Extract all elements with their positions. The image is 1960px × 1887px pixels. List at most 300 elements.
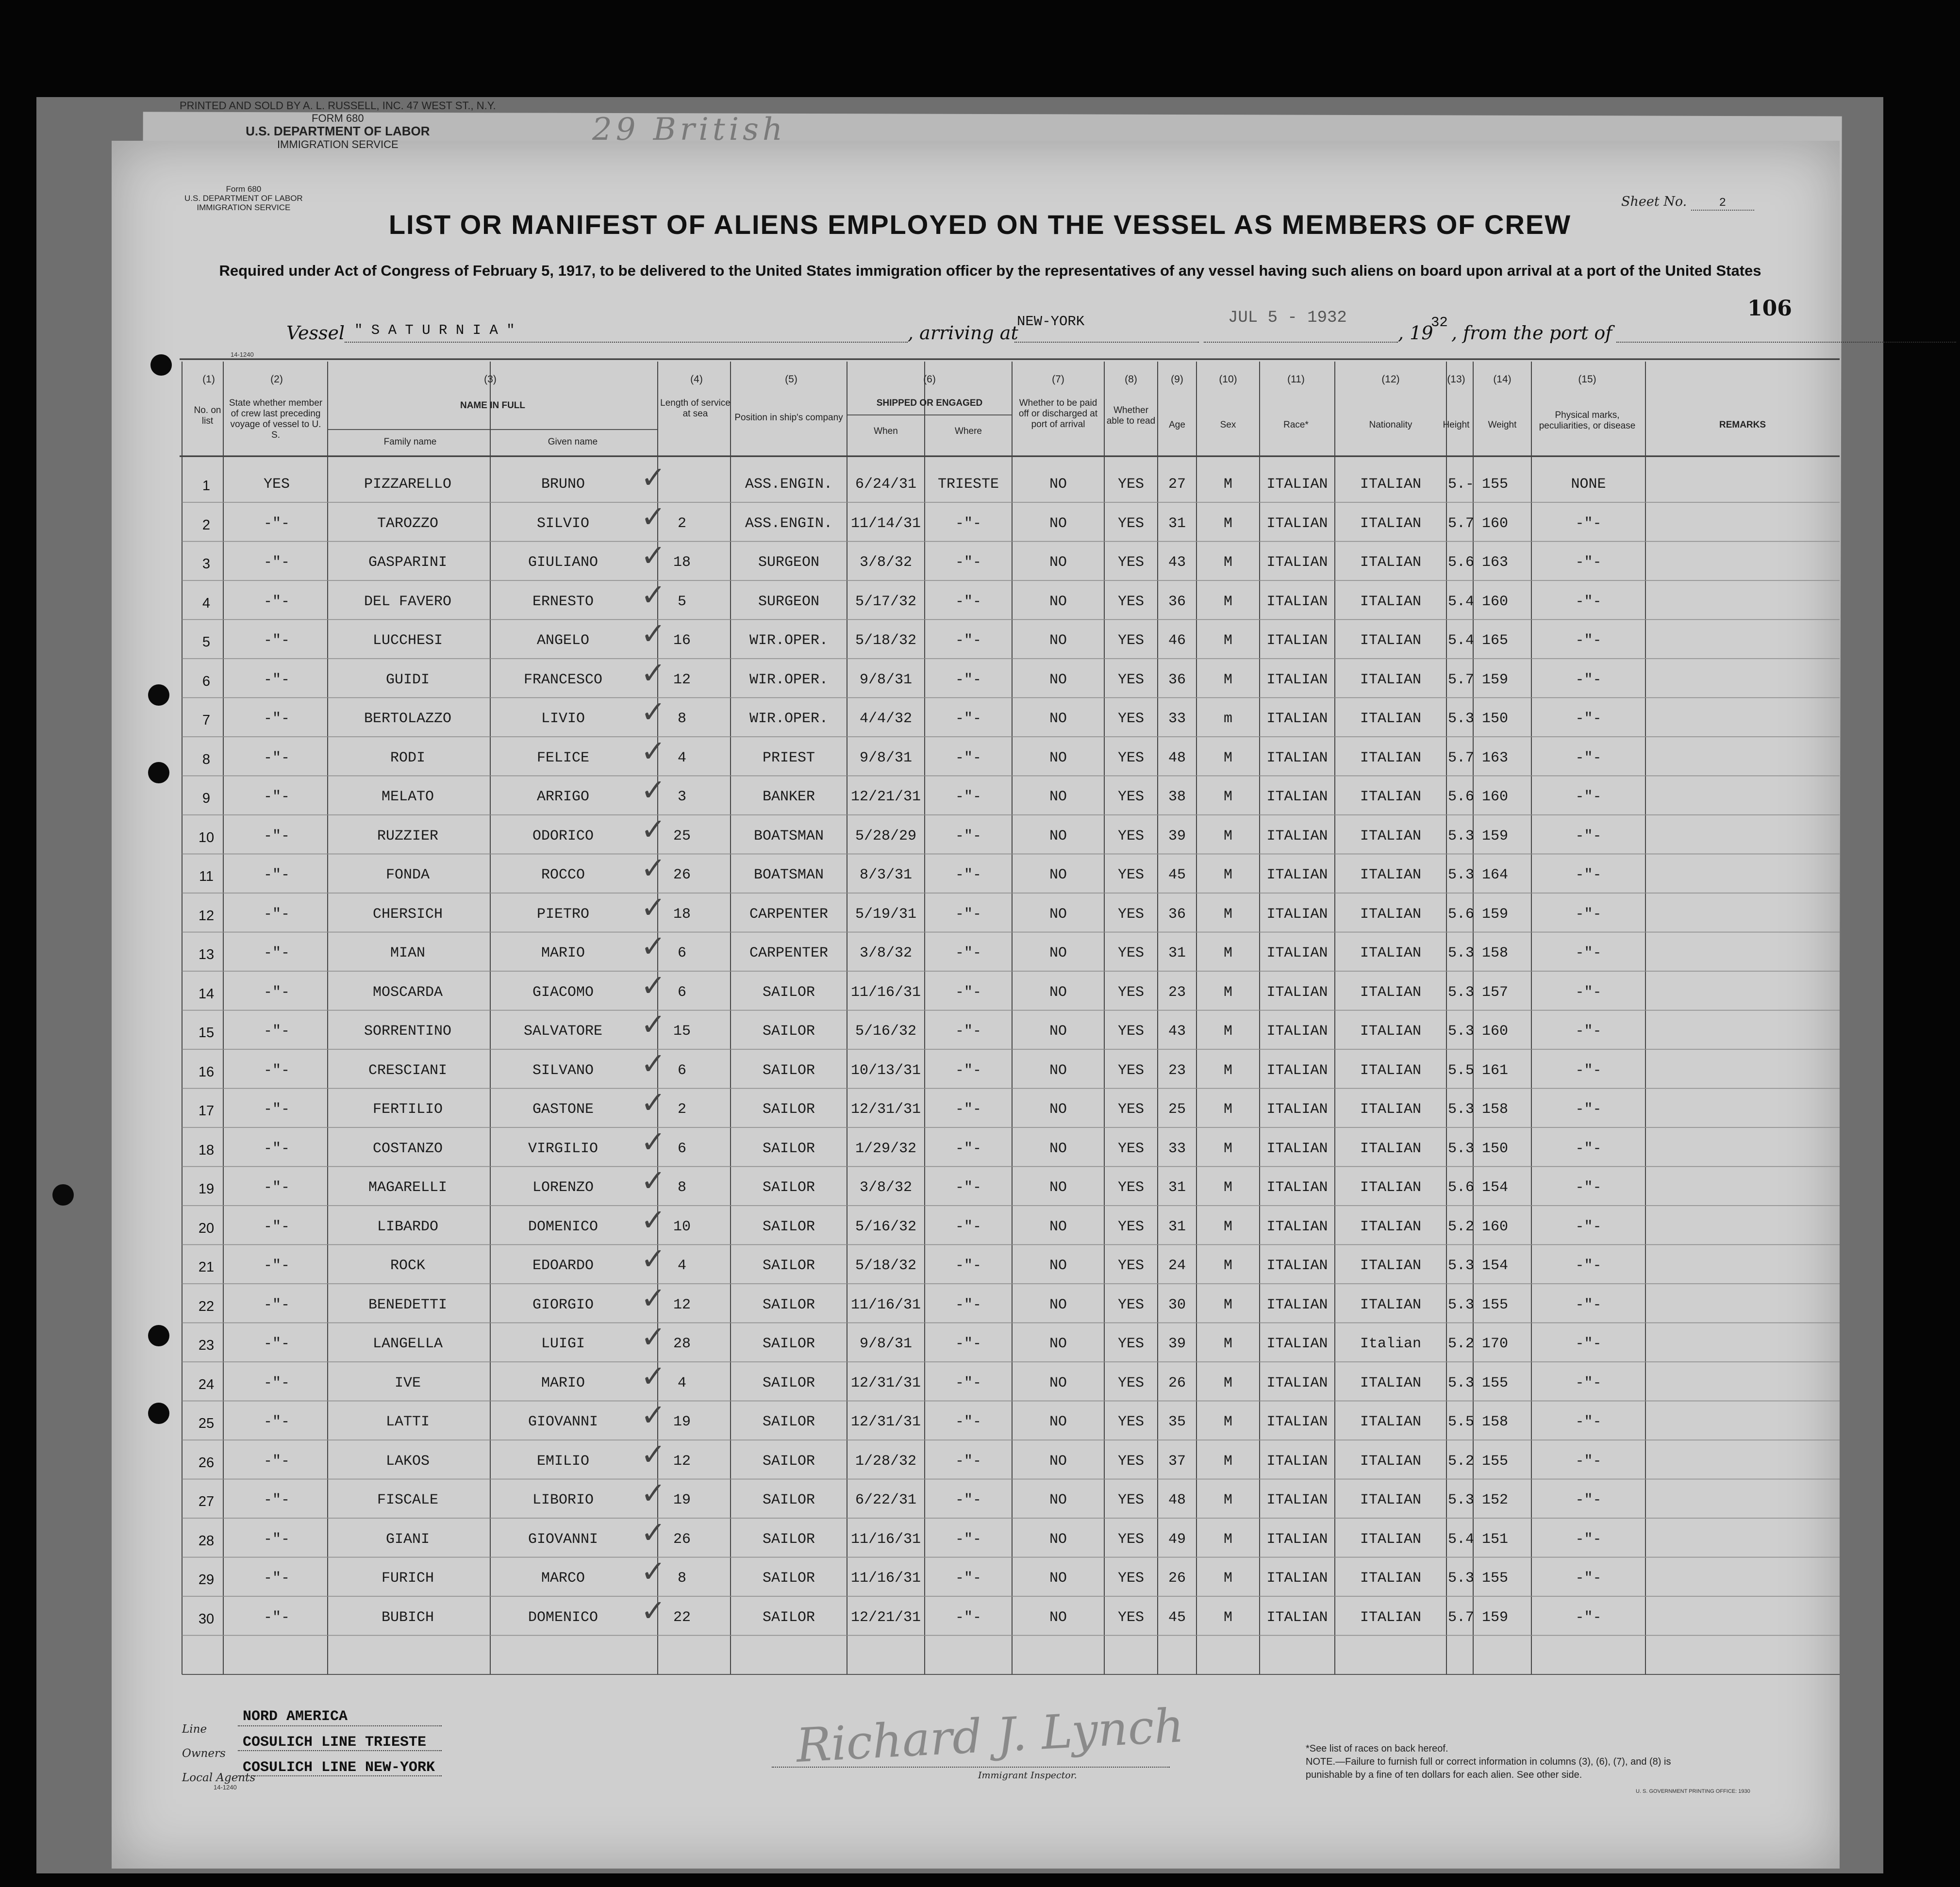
col-13-header: Height <box>1443 420 1470 430</box>
cell-position: SAILOR <box>762 1570 815 1587</box>
cell-race: ITALIAN <box>1266 1258 1328 1274</box>
cell-weight: 155 <box>1481 1374 1508 1391</box>
cell-family: LATTI <box>385 1414 430 1430</box>
printer-dept: U.S. DEPARTMENT OF LABOR <box>246 124 430 138</box>
col-14-header: Weight <box>1488 420 1517 430</box>
check-mark-icon: ✓ <box>641 733 666 769</box>
cell-family: CHERSICH <box>372 906 443 923</box>
cell-prev: -"- <box>263 1179 290 1196</box>
cell-sex: M <box>1223 515 1232 532</box>
cell-where: -"- <box>955 671 981 688</box>
cell-paid: NO <box>1049 984 1067 1001</box>
cell-position: SURGEON <box>758 593 820 610</box>
cell-weight: 150 <box>1481 711 1508 727</box>
cell-service: 12 <box>673 1453 691 1470</box>
form-number: Form 680 <box>226 184 262 194</box>
cell-sex: M <box>1223 1296 1232 1313</box>
check-mark-icon: ✓ <box>641 1124 666 1159</box>
cell-race: ITALIAN <box>1266 906 1328 923</box>
col-2-number: (2) <box>270 374 283 385</box>
cell-service: 12 <box>673 1296 691 1313</box>
cell-position: SAILOR <box>762 1531 815 1548</box>
cell-race: ITALIAN <box>1266 1531 1328 1548</box>
cell-family: LAKOS <box>385 1453 430 1470</box>
row-number: 15 <box>198 1025 215 1041</box>
cell-age: 36 <box>1168 593 1186 610</box>
cell-position: BANKER <box>762 789 815 805</box>
cell-age: 25 <box>1168 1101 1186 1118</box>
cell-age: 33 <box>1168 711 1186 727</box>
cell-age: 33 <box>1168 1140 1186 1157</box>
row-number: 3 <box>202 556 211 572</box>
printing-office: U. S. GOVERNMENT PRINTING OFFICE: 1930 <box>1636 1788 1750 1794</box>
cell-position: BOATSMAN <box>753 828 824 844</box>
check-mark-icon: ✓ <box>641 498 666 534</box>
col-7-number: (7) <box>1052 374 1064 385</box>
cell-age: 46 <box>1168 632 1186 649</box>
cell-paid: NO <box>1049 1296 1067 1313</box>
cell-family: BENEDETTI <box>368 1296 448 1313</box>
col-5-header: Position in ship's company <box>734 413 843 423</box>
cell-race: ITALIAN <box>1266 1374 1328 1391</box>
cell-read: YES <box>1117 1609 1144 1626</box>
cell-read: YES <box>1117 632 1144 649</box>
cell-service: 6 <box>677 945 686 961</box>
cell-weight: 160 <box>1481 515 1508 532</box>
cell-height: 5.3 <box>1447 1101 1474 1118</box>
cell-weight: 154 <box>1481 1179 1508 1196</box>
col-16-header: REMARKS <box>1719 420 1766 430</box>
document-subtitle: Required under Act of Congress of February 5, 1917, to be delivered to the United States immigration officer by the representatives of any vessel having such aliens on board upon arrival at a port of the United States <box>219 262 1761 279</box>
cell-service: 6 <box>677 1062 686 1079</box>
col-6b-header: Where <box>955 426 982 436</box>
cell-marks: -"- <box>1575 1531 1602 1548</box>
cell-race: ITALIAN <box>1266 1296 1328 1313</box>
cell-read: YES <box>1117 906 1144 923</box>
cell-weight: 152 <box>1481 1492 1508 1508</box>
cell-height: 5.- <box>1447 476 1474 493</box>
cell-race: ITALIAN <box>1266 515 1328 532</box>
cell-sex: M <box>1223 593 1232 610</box>
cell-paid: NO <box>1049 554 1067 571</box>
cell-race: ITALIAN <box>1266 593 1328 610</box>
row-number: 12 <box>198 908 215 924</box>
cell-given: SILVANO <box>532 1062 594 1079</box>
cell-where: -"- <box>955 1609 981 1626</box>
cell-marks: -"- <box>1575 1218 1602 1235</box>
cell-height: 5.3 <box>1447 1296 1474 1313</box>
cell-service: 28 <box>673 1336 691 1352</box>
form-dept: U.S. DEPARTMENT OF LABOR <box>184 194 303 203</box>
cell-marks: -"- <box>1575 1101 1602 1118</box>
check-mark-icon: ✓ <box>641 1475 666 1511</box>
cell-when: 3/8/32 <box>859 945 913 961</box>
vessel-label: Vessel <box>286 322 345 344</box>
row-number: 25 <box>198 1416 215 1431</box>
cell-prev: -"- <box>263 1258 290 1274</box>
cell-service: 4 <box>677 1258 686 1274</box>
cell-position: CARPENTER <box>749 906 829 923</box>
cell-position: SAILOR <box>762 1414 815 1430</box>
cell-family: ROCK <box>390 1258 425 1274</box>
cell-marks: -"- <box>1575 1492 1602 1508</box>
cell-paid: NO <box>1049 1023 1067 1040</box>
cell-service: 2 <box>677 515 686 532</box>
signature-line <box>772 1767 1170 1768</box>
cell-weight: 155 <box>1481 1453 1508 1470</box>
check-mark-icon: ✓ <box>641 1592 666 1628</box>
cell-position: SAILOR <box>762 1492 815 1508</box>
cell-service: 6 <box>677 1140 686 1157</box>
cell-marks: -"- <box>1575 671 1602 688</box>
cell-given: DOMENICO <box>528 1609 598 1626</box>
cell-read: YES <box>1117 671 1144 688</box>
cell-weight: 159 <box>1481 1609 1508 1626</box>
cell-age: 43 <box>1168 1023 1186 1040</box>
cell-given: MARIO <box>541 1374 585 1391</box>
check-mark-icon: ✓ <box>641 1280 666 1316</box>
cell-nat: ITALIAN <box>1360 1179 1422 1196</box>
cell-given: GIOVANNI <box>528 1414 598 1430</box>
col-3a-header: Family name <box>383 437 437 447</box>
cell-sex: M <box>1223 1492 1232 1508</box>
cell-when: 12/21/31 <box>850 1609 921 1626</box>
cell-height: 5.3 <box>1447 1258 1474 1274</box>
cell-weight: 155 <box>1481 1570 1508 1587</box>
cell-service: 18 <box>673 906 691 923</box>
row-number: 14 <box>198 986 215 1002</box>
cell-paid: NO <box>1049 515 1067 532</box>
cell-marks: -"- <box>1575 828 1602 844</box>
cell-given: ROCCO <box>541 867 585 883</box>
cell-nat: ITALIAN <box>1360 632 1422 649</box>
cell-when: 11/16/31 <box>850 984 921 1001</box>
col-11-header: Race* <box>1283 420 1309 430</box>
check-mark-icon: ✓ <box>641 967 666 1003</box>
cell-prev: YES <box>263 476 290 493</box>
cell-where: -"- <box>955 1258 981 1274</box>
cell-position: SAILOR <box>762 1023 815 1040</box>
cell-race: ITALIAN <box>1266 945 1328 961</box>
cell-nat: ITALIAN <box>1360 515 1422 532</box>
cell-family: GASPARINI <box>368 554 448 571</box>
cell-nat: ITALIAN <box>1360 1258 1422 1274</box>
cell-when: 6/24/31 <box>855 476 917 493</box>
cell-where: -"- <box>955 1179 981 1196</box>
cell-height: 5.6 <box>1447 906 1474 923</box>
cell-race: ITALIAN <box>1266 1062 1328 1079</box>
cell-read: YES <box>1117 1414 1144 1430</box>
cell-service: 15 <box>673 1023 691 1040</box>
from-port-label: , from the port of <box>1451 322 1612 344</box>
cell-race: ITALIAN <box>1266 1218 1328 1235</box>
cell-height: 5.7 <box>1447 671 1474 688</box>
cell-paid: NO <box>1049 632 1067 649</box>
cell-weight: 170 <box>1481 1336 1508 1352</box>
cell-family: FERTILIO <box>372 1101 443 1118</box>
cell-family: RUZZIER <box>377 828 439 844</box>
cell-sex: M <box>1223 906 1232 923</box>
line-label: Line <box>182 1723 207 1736</box>
cell-age: 37 <box>1168 1453 1186 1470</box>
races-note: *See list of races on back hereof. <box>1306 1743 1448 1754</box>
check-mark-icon: ✓ <box>641 1436 666 1472</box>
check-mark-icon: ✓ <box>641 1007 666 1042</box>
cell-read: YES <box>1117 1062 1144 1079</box>
cell-position: WIR.OPER. <box>749 671 829 688</box>
cell-race: ITALIAN <box>1266 1453 1328 1470</box>
cell-where: -"- <box>955 906 981 923</box>
cell-family: COSTANZO <box>372 1140 443 1157</box>
cell-race: ITALIAN <box>1266 632 1328 649</box>
cell-paid: NO <box>1049 1258 1067 1274</box>
row-number: 22 <box>198 1298 215 1314</box>
cell-where: -"- <box>955 1570 981 1587</box>
cell-sex: M <box>1223 1179 1232 1196</box>
cell-position: SAILOR <box>762 1062 815 1079</box>
cell-height: 5.7 <box>1447 1609 1474 1626</box>
cell-sex: M <box>1223 671 1232 688</box>
cell-race: ITALIAN <box>1266 867 1328 883</box>
cell-read: YES <box>1117 1101 1144 1118</box>
check-mark-icon: ✓ <box>641 1045 666 1081</box>
cell-position: SAILOR <box>762 1140 815 1157</box>
col-4-number: (4) <box>690 374 703 385</box>
check-mark-icon: ✓ <box>641 1085 666 1120</box>
cell-nat: ITALIAN <box>1360 593 1422 610</box>
form-service: IMMIGRATION SERVICE <box>197 203 291 212</box>
cell-weight: 164 <box>1481 867 1508 883</box>
col-15-header: Physical marks, peculiarities, or disease <box>1539 410 1636 431</box>
check-mark-icon: ✓ <box>641 1319 666 1355</box>
cell-where: -"- <box>955 632 981 649</box>
cell-weight: 159 <box>1481 671 1508 688</box>
cell-race: ITALIAN <box>1266 1179 1328 1196</box>
cell-when: 10/13/31 <box>850 1062 921 1079</box>
cell-prev: -"- <box>263 984 290 1001</box>
arrival-port: NEW-YORK <box>1017 314 1085 330</box>
cell-when: 6/22/31 <box>855 1492 917 1508</box>
cell-age: 48 <box>1168 749 1186 766</box>
cell-family: MELATO <box>381 789 434 805</box>
cell-family: MAGARELLI <box>368 1179 448 1196</box>
cell-marks: -"- <box>1575 1609 1602 1626</box>
cell-read: YES <box>1117 1531 1144 1548</box>
cell-service: 6 <box>677 984 686 1001</box>
cell-weight: 158 <box>1481 1101 1508 1118</box>
cell-given: ANGELO <box>536 632 590 649</box>
cell-age: 43 <box>1168 554 1186 571</box>
line-value: NORD AMERICA <box>243 1708 348 1725</box>
cell-age: 31 <box>1168 945 1186 961</box>
cell-age: 39 <box>1168 1336 1186 1352</box>
cell-when: 11/16/31 <box>850 1570 921 1587</box>
sheet-label: Sheet No. <box>1621 194 1687 209</box>
cell-paid: NO <box>1049 1218 1067 1235</box>
cell-prev: -"- <box>263 1570 290 1587</box>
check-mark-icon: ✓ <box>641 577 666 612</box>
vessel-name: " S A T U R N I A " <box>354 322 515 338</box>
cell-given: BRUNO <box>541 476 585 493</box>
cell-read: YES <box>1117 749 1144 766</box>
cell-where: -"- <box>955 711 981 727</box>
cell-service: 8 <box>677 1570 686 1587</box>
cell-weight: 163 <box>1481 749 1508 766</box>
cell-position: PRIEST <box>762 749 815 766</box>
cell-when: 12/31/31 <box>850 1414 921 1430</box>
cell-given: GIOVANNI <box>528 1531 598 1548</box>
col-9-number: (9) <box>1171 374 1183 385</box>
cell-read: YES <box>1117 1453 1144 1470</box>
cell-sex: M <box>1223 1609 1232 1626</box>
cell-paid: NO <box>1049 828 1067 844</box>
cell-nat: ITALIAN <box>1360 1531 1422 1548</box>
cell-race: ITALIAN <box>1266 828 1328 844</box>
cell-sex: M <box>1223 1258 1232 1274</box>
cell-family: BUBICH <box>381 1609 434 1626</box>
cell-family: PIZZARELLO <box>364 476 452 493</box>
cell-prev: -"- <box>263 1023 290 1040</box>
cell-age: 45 <box>1168 867 1186 883</box>
cell-weight: 160 <box>1481 789 1508 805</box>
cell-weight: 155 <box>1481 476 1508 493</box>
cell-sex: M <box>1223 945 1232 961</box>
cell-family: RODI <box>390 749 425 766</box>
cell-where: -"- <box>955 1023 981 1040</box>
cell-where: -"- <box>955 515 981 532</box>
cell-when: 4/4/32 <box>859 711 913 727</box>
cell-family: LANGELLA <box>372 1336 443 1352</box>
row-number: 29 <box>198 1572 215 1588</box>
cell-read: YES <box>1117 1296 1144 1313</box>
col-5-number: (5) <box>785 374 797 385</box>
cell-service: 19 <box>673 1492 691 1508</box>
cell-age: 36 <box>1168 906 1186 923</box>
cell-prev: -"- <box>263 1492 290 1508</box>
cell-weight: 158 <box>1481 1414 1508 1430</box>
row-number: 2 <box>202 517 211 533</box>
cell-prev: -"- <box>263 749 290 766</box>
cell-sex: M <box>1223 1414 1232 1430</box>
cell-height: 5.3 <box>1447 1570 1474 1587</box>
col-3-number: (3) <box>484 374 497 385</box>
check-mark-icon: ✓ <box>641 811 666 847</box>
cell-paid: NO <box>1049 671 1067 688</box>
cell-given: FELICE <box>536 749 590 766</box>
cell-family: MOSCARDA <box>372 984 443 1001</box>
row-number: 26 <box>198 1455 215 1471</box>
cell-marks: -"- <box>1575 1414 1602 1430</box>
cell-prev: -"- <box>263 945 290 961</box>
cell-family: LIBARDO <box>377 1218 439 1235</box>
cell-nat: ITALIAN <box>1360 1570 1422 1587</box>
row-number: 4 <box>202 595 211 611</box>
cell-height: 5.3 <box>1447 828 1474 844</box>
cell-age: 38 <box>1168 789 1186 805</box>
cell-weight: 150 <box>1481 1140 1508 1157</box>
cell-race: ITALIAN <box>1266 476 1328 493</box>
cell-race: ITALIAN <box>1266 671 1328 688</box>
cell-weight: 159 <box>1481 828 1508 844</box>
check-mark-icon: ✓ <box>641 928 666 964</box>
cell-height: 5.3 <box>1447 1023 1474 1040</box>
cell-read: YES <box>1117 867 1144 883</box>
cell-where: -"- <box>955 1336 981 1352</box>
cell-sex: M <box>1223 476 1232 493</box>
cell-paid: NO <box>1049 1492 1067 1508</box>
row-number: 10 <box>198 829 215 845</box>
cell-marks: -"- <box>1575 984 1602 1001</box>
cell-height: 5.3 <box>1447 945 1474 961</box>
cell-given: LORENZO <box>532 1179 594 1196</box>
cell-nat: ITALIAN <box>1360 1414 1422 1430</box>
cell-given: EDOARDO <box>532 1258 594 1274</box>
cell-race: ITALIAN <box>1266 1140 1328 1157</box>
cell-prev: -"- <box>263 1414 290 1430</box>
cell-position: SAILOR <box>762 1296 815 1313</box>
cell-paid: NO <box>1049 1609 1067 1626</box>
cell-given: ERNESTO <box>532 593 594 610</box>
cell-position: BOATSMAN <box>753 867 824 883</box>
row-number: 20 <box>198 1220 215 1236</box>
cell-position: SAILOR <box>762 984 815 1001</box>
cell-position: SAILOR <box>762 1101 815 1118</box>
cell-given: ODORICO <box>532 828 594 844</box>
cell-height: 5.5 <box>1447 1414 1474 1430</box>
cell-prev: -"- <box>263 867 290 883</box>
cell-weight: 165 <box>1481 632 1508 649</box>
cell-family: MIAN <box>390 945 425 961</box>
cell-when: 5/16/32 <box>855 1023 917 1040</box>
cell-given: LIBORIO <box>532 1492 594 1508</box>
cell-race: ITALIAN <box>1266 1414 1328 1430</box>
cell-service: 3 <box>677 789 686 805</box>
cell-sex: M <box>1223 984 1232 1001</box>
cell-race: ITALIAN <box>1266 1492 1328 1508</box>
cell-when: 11/16/31 <box>850 1531 921 1548</box>
cell-marks: -"- <box>1575 632 1602 649</box>
cell-weight: 161 <box>1481 1062 1508 1079</box>
cell-service: 26 <box>673 867 691 883</box>
cell-where: -"- <box>955 1062 981 1079</box>
arriving-label: , arriving at <box>908 322 1018 344</box>
cell-prev: -"- <box>263 1453 290 1470</box>
row-number: 27 <box>198 1494 215 1509</box>
cell-paid: NO <box>1049 906 1067 923</box>
cell-nat: ITALIAN <box>1360 1492 1422 1508</box>
check-mark-icon: ✓ <box>641 694 666 729</box>
cell-sex: M <box>1223 1374 1232 1391</box>
cell-family: DEL FAVERO <box>364 593 452 610</box>
cell-age: 24 <box>1168 1258 1186 1274</box>
cell-nat: ITALIAN <box>1360 476 1422 493</box>
cell-paid: NO <box>1049 1179 1067 1196</box>
cell-service: 4 <box>677 1374 686 1391</box>
cell-prev: -"- <box>263 1140 290 1157</box>
cell-marks: -"- <box>1575 554 1602 571</box>
cell-given: MARCO <box>541 1570 585 1587</box>
cell-height: 5.4 <box>1447 632 1474 649</box>
cell-where: -"- <box>955 1492 981 1508</box>
cell-nat: ITALIAN <box>1360 1218 1422 1235</box>
cell-position: ASS.ENGIN. <box>745 476 833 493</box>
cell-marks: -"- <box>1575 1336 1602 1352</box>
cell-where: TRIESTE <box>937 476 999 493</box>
col-1-number: (1) <box>202 374 215 385</box>
cell-position: WIR.OPER. <box>749 711 829 727</box>
cell-nat: ITALIAN <box>1360 554 1422 571</box>
cell-sex: M <box>1223 1140 1232 1157</box>
